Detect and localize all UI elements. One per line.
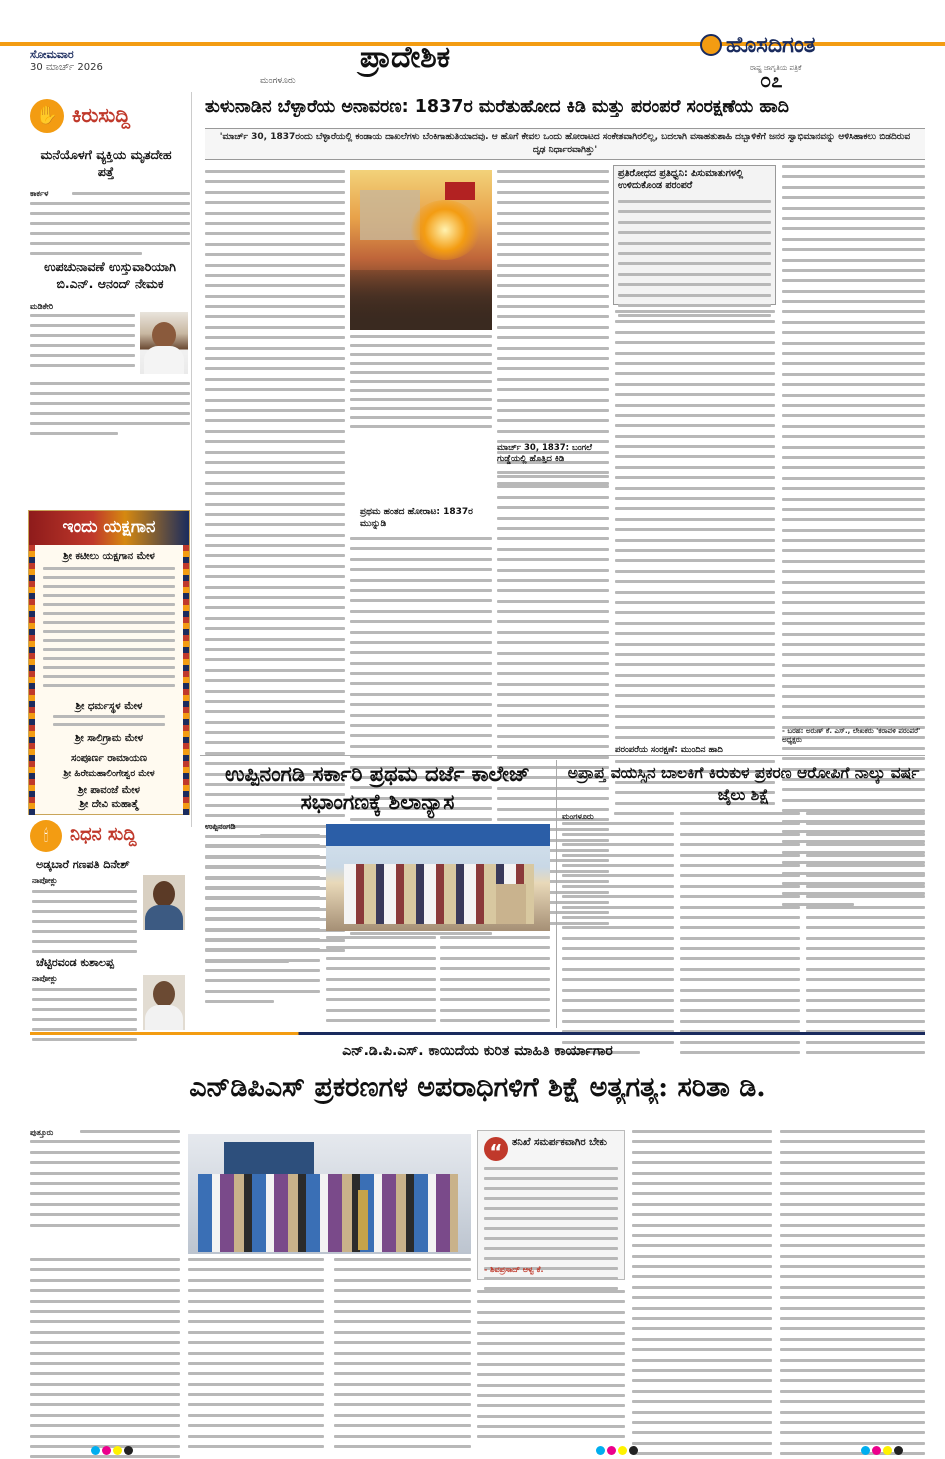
yakshagana-header (29, 511, 189, 545)
yakshagana-item-3: ಸಂಪೂರ್ಣ ರಾಮಾಯಣ (71, 753, 147, 764)
kiru-item-1-body-2 (30, 382, 190, 435)
masthead-city: ಮಂಗಳೂರು (260, 76, 296, 86)
court-dateline: ಮಂಗಳೂರು (562, 812, 594, 821)
court-col3-text (806, 812, 925, 1054)
yakshagana-item-6: ಶ್ರೀ ದೇವಿ ಮಹಾತ್ಮೆ (79, 799, 139, 810)
ndps-col5-text (632, 1130, 772, 1459)
brand-name: ಹೊಸದಿಗಂತ (726, 32, 816, 58)
section-title: ಪ್ರಾದೇಶಿಕ (359, 40, 451, 75)
nidhana-item-1-name: ಚೆಟ್ಟಿರವಂಡ ಕುಶಾಲಪ್ಪ (36, 956, 114, 969)
college-headline: ಉಪ್ಪಿನಂಗಡಿ ಸರ್ಕಾರಿ ಪ್ರಥಮ ದರ್ಜೆ ಕಾಲೇಜ್ ಸಭಾಂಗಣಕ್ಕೆ ಶಿಲಾನ್ಯಾಸ (225, 762, 530, 815)
ndps-photo-lamp (358, 1190, 368, 1250)
college-photo (326, 824, 550, 931)
ndps-rule (30, 1032, 925, 1035)
lead-photo-fire (410, 200, 480, 260)
lead-quote-box (205, 128, 925, 160)
lead-sidebar-text (618, 200, 771, 317)
college-col1-text (205, 834, 320, 1003)
kiru-item-1-photo (140, 312, 188, 374)
kiru-suddi-header (30, 97, 190, 137)
lead-divider (200, 755, 925, 756)
ndps-headline: ಎನ್‌ಡಿಪಿಎಸ್ ಪ್ರಕರಣಗಳ ಅಪರಾಧಿಗಳಿಗೆ ಶಿಕ್ಷೆ ಅತ್ಯಗತ್ಯ: ಸರಿತಾ ಡಿ. (189, 1072, 766, 1103)
brand-tagline: ರಾಷ್ಟ್ರ ಜಾಗೃತಿಯ ಪತ್ರಿಕೆ (750, 64, 802, 72)
nidhana-item-0-body (32, 890, 137, 953)
court-col2-text (680, 812, 800, 1054)
yakshagana-item-2: ಶ್ರೀ ಸಾಲಿಗ್ರಾಮ ಮೇಳ (74, 733, 144, 744)
ndps-quote-author: - ಶಿವಪ್ರಸಾದ್ ಆಳ್ವ ಕೆ. (484, 1265, 544, 1274)
nidhana-item-0-place: ನಾಪೋಕ್ಲು (32, 876, 58, 885)
nidhana-item-1-place: ನಾಪೋಕ್ಲು (32, 974, 58, 983)
lead-photo (350, 170, 492, 330)
nidhana-item-0-photo (143, 875, 185, 930)
kiru-item-0-headline: ಮನೆಯೊಳಗೆ ವ್ಯಕ್ತಿಯ ಮೃತದೇಹ ಪತ್ತೆ (40, 147, 172, 179)
kiru-item-1-body (30, 314, 135, 367)
registration-marks-left (90, 1440, 134, 1459)
college-col2-text (326, 936, 436, 1022)
lead-photo-flag (445, 182, 475, 200)
lead-photo-caption-lines (350, 335, 492, 428)
kiru-item-0-body (72, 192, 190, 195)
nidhana-title: ನಿಧನ ಸುದ್ದಿ (70, 824, 137, 845)
ndps-quote-title: ತನಿಖೆ ಸಮರ್ಪಕವಾಗಿರ ಬೇಕು (512, 1137, 607, 1148)
lead-subhead-1: ಪ್ರಥಮ ಹಂತದ ಹೋರಾಟ: 1837ರ ಮುನ್ನುಡಿ (360, 507, 473, 529)
court-divider (556, 760, 557, 1028)
quote-icon: “ (484, 1137, 508, 1161)
masthead (0, 0, 945, 92)
ndps-dateline: ಪುತ್ತೂರು (30, 1128, 54, 1137)
nidhana-item-1-photo (143, 975, 185, 1030)
ndps-photo (188, 1134, 471, 1254)
masthead-date: 30 ಮಾರ್ಚ್ 2026 (30, 62, 103, 73)
ndps-col1-text-b (30, 1258, 180, 1458)
lead-byline: - ಬರಹ: ಅರುಣ್ ಕೆ. ಎಸ್., ಲೇಖಕರು 'ಕರಾವಳಿ ಪರಂಪರೆ' ಅಧ್ಯಕ್ಷರು (782, 727, 921, 745)
page-number: ೦೭ (760, 68, 783, 92)
brand-logo-icon (700, 34, 722, 56)
nidhana-header (30, 820, 190, 854)
lead-sidebar-title: ಪ್ರತಿರೋಧದ ಪ್ರತಿಧ್ವನಿ: ಪಿಸುಮಾತುಗಳಲ್ಲಿ ಉಳಿದುಕೊಂಡ ಪರಂಪರೆ (618, 168, 744, 192)
college-col3-text (440, 936, 550, 1022)
ndps-col1-text (30, 1130, 180, 1227)
kiru-item-1-dateline: ಮಡಿಕೇರಿ (30, 302, 54, 311)
megaphone-icon: ✋ (30, 99, 64, 133)
college-dateline: ಉಪ್ಪಿನಂಗಡಿ (205, 822, 236, 831)
lead-headline: ತುಳುನಾಡಿನ ಬೆಳ್ಳಾರೆಯ ಅನಾವರಣ: 1837ರ ಮರೆತುಹೋದ ಕಿಡಿ ಮತ್ತು ಪರಂಪರೆ ಸಂರಕ್ಷಣೆಯ ಹಾದಿ (205, 97, 789, 117)
ndps-col6-text (780, 1130, 925, 1459)
yakshagana-border-left (29, 545, 35, 815)
yakshagana-item-1: ಶ್ರೀ ಧರ್ಮಸ್ಥಳ ಮೇಳ (75, 701, 143, 712)
yakshagana-item-0: ಶ್ರೀ ಕಟೀಲು ಯಕ್ಷಗಾನ ಮೇಳ (63, 551, 155, 562)
yakshagana-border-right (183, 545, 189, 815)
college-photo-stone (496, 884, 526, 924)
yakshagana-list-0 (43, 567, 175, 687)
candle-icon: 🕯 (30, 820, 62, 852)
ndps-photo-people (198, 1174, 458, 1252)
ndps-quote-box (477, 1130, 625, 1280)
kiru-item-0-body-2 (30, 202, 190, 255)
yakshagana-item-4: ಶ್ರೀ ಹಿರೇಮಹಾಲಿಂಗೇಶ್ವರ ಮೇಳ (63, 769, 155, 779)
yakshagana-box (28, 510, 190, 815)
lead-quote: 'ಮಾರ್ಚ್ 30, 1837ರಂದು ಬೆಳ್ಳಾರೆಯಲ್ಲಿ ಕಂಡಾಯ ದಾಖಲೆಗಳು ಬೆಂಕಿಗಾಹುತಿಯಾದವು. ಆ ಹೊಗೆ ಕೇವಲ ಒಂದು ಹೋರಾಟದ ಸಂಕೇತವಾಗಿರಲಿಲ್ಲ, ಬದಲಾಗಿ ವಸಾಹತುಶಾಹಿ ದಬ್ಬಾಳಿಕೆಗೆ ಜನರ ಸ್ವಾಭಿಮಾನವನ್ನು ಆಳಿಸಿಹಾಕಲು ಬಿಡದಿರುವ ದೃಢ ನಿರ್ಧಾರವಾಗಿತ್ತು' (219, 132, 911, 156)
registration-marks-right (860, 1440, 904, 1459)
college-photo-banner (326, 824, 550, 846)
sidebar (22, 92, 192, 845)
nidhana-item-0-name: ಅಡ್ಕಬಾರೆ ಗಣಪತಿ ದಿನೇಶ್ (36, 858, 130, 871)
lead-subhead-2: ಮಾರ್ಚ್ 30, 1837: ಬಂಗಲೆ ಗುಡ್ಡೆಯಲ್ಲಿ ಹೊತ್ತಿದ ಕಿಡಿ (497, 443, 593, 465)
ndps-col2-text (188, 1258, 324, 1448)
yakshagana-title: ಇಂದು ಯಕ್ಷಗಾನ (62, 517, 156, 537)
ndps-kicker: ಎನ್.ಡಿ.ಪಿ.ಎಸ್. ಕಾಯಿದೆಯ ಕುರಿತ ಮಾಹಿತಿ ಕಾರ್ಯಾಗಾರ (342, 1043, 613, 1059)
lead-subhead-3: ಪರಂಪರೆಯ ಸಂರಕ್ಷಣೆ: ಮುಂದಿನ ಹಾದಿ (615, 745, 723, 755)
kiru-item-0-dateline: ಕಾರ್ಕಳ (30, 189, 49, 198)
ndps-col3-text (334, 1258, 471, 1448)
masthead-day: ಸೋಮವಾರ (30, 48, 74, 61)
ndps-col4-text (477, 1290, 625, 1438)
court-col1-text (562, 812, 674, 1054)
lead-col3-text-a (497, 170, 609, 485)
masthead-date-box (30, 46, 180, 86)
kiru-item-1-headline: ಉಪಚುನಾವಣೆ ಉಸ್ತುವಾರಿಯಾಗಿ ಬಿ.ಎನ್. ಆನಂದ್ ನೇಮಕ (44, 259, 176, 291)
kiru-suddi-title: ಕಿರುಸುದ್ದಿ (72, 103, 131, 127)
court-headline: ಅಪ್ರಾಪ್ತ ವಯಸ್ಸಿನ ಬಾಲಕಿಗೆ ಕಿರುಕುಳ ಪ್ರಕರಣ ಆರೋಪಿಗೆ ನಾಲ್ಕು ವರ್ಷ ಜೈಲು ಶಿಕ್ಷೆ (567, 764, 920, 805)
registration-marks-mid (595, 1440, 639, 1459)
lead-col4-text-a (615, 310, 775, 739)
yakshagana-list-1 (53, 715, 165, 726)
brand-box (700, 28, 915, 92)
yakshagana-item-5: ಶ್ರೀ ಪಾವಂಜೆ ಮೇಳ (78, 785, 140, 796)
lead-photo-figures (350, 270, 492, 330)
